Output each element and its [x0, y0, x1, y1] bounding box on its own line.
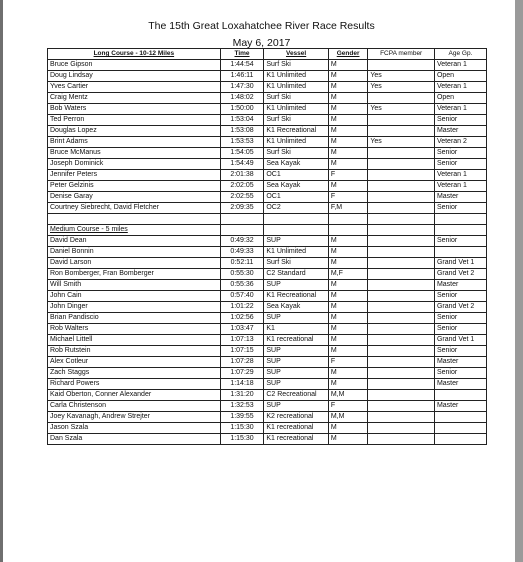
age-group: Senior	[434, 291, 486, 302]
age-group: Master	[434, 126, 486, 137]
racer-name: John Cain	[48, 291, 221, 302]
table-row	[48, 280, 487, 291]
gender: M	[328, 324, 368, 335]
race-time: 0:57:40	[220, 291, 264, 302]
race-time: 1:01:22	[220, 302, 264, 313]
race-time: 2:01:38	[220, 170, 264, 181]
race-time: 1:32:53	[220, 401, 264, 412]
vessel-type: SUP	[264, 313, 328, 324]
table-row	[48, 247, 487, 258]
race-time: 0:49:33	[220, 247, 264, 258]
table-row	[48, 93, 487, 104]
vessel-type: K1 Unlimited	[264, 82, 328, 93]
race-time: 1:54:49	[220, 159, 264, 170]
gender: M,M	[328, 412, 368, 423]
vessel-type: K1 recreational	[264, 434, 328, 445]
fcpa-member	[368, 236, 435, 247]
racer-name: Richard Powers	[48, 379, 221, 390]
header-gender: Gender	[328, 49, 368, 60]
gender: M	[328, 291, 368, 302]
age-group: Master	[434, 357, 486, 368]
fcpa-member: Yes	[368, 137, 435, 148]
table-row	[48, 335, 487, 346]
vessel-type: OC1	[264, 192, 328, 203]
racer-name: David Larson	[48, 258, 221, 269]
table-row	[48, 181, 487, 192]
fcpa-member	[368, 302, 435, 313]
header-vessel: Vessel	[264, 49, 328, 60]
vessel-type: K1 Recreational	[264, 291, 328, 302]
table-row	[48, 302, 487, 313]
long-course-rows	[48, 60, 487, 214]
age-group: Senior	[434, 368, 486, 379]
gender: M	[328, 302, 368, 313]
racer-name: Brint Adams	[48, 137, 221, 148]
table-row	[48, 269, 487, 280]
race-time: 1:15:30	[220, 423, 264, 434]
age-group: Senior	[434, 115, 486, 126]
gender: F	[328, 357, 368, 368]
gender: M	[328, 236, 368, 247]
vessel-type: K1 recreational	[264, 423, 328, 434]
racer-name: Peter Gelzinis	[48, 181, 221, 192]
age-group: Master	[434, 401, 486, 412]
race-time: 0:55:36	[220, 280, 264, 291]
racer-name: Rob Rutstein	[48, 346, 221, 357]
gender: M	[328, 126, 368, 137]
section-break	[48, 214, 487, 236]
vessel-type: K1	[264, 324, 328, 335]
header-row	[48, 49, 487, 60]
vessel-type: K1 Unlimited	[264, 137, 328, 148]
fcpa-member	[368, 247, 435, 258]
racer-name: Daniel Bonnin	[48, 247, 221, 258]
race-time: 0:49:32	[220, 236, 264, 247]
vessel-type: Surf Ski	[264, 115, 328, 126]
viewer-right-edge	[515, 0, 523, 562]
racer-name: Joey Kavanagh, Andrew Strejter	[48, 412, 221, 423]
vessel-type: SUP	[264, 368, 328, 379]
age-group: Senior	[434, 324, 486, 335]
age-group: Master	[434, 280, 486, 291]
vessel-type: SUP	[264, 236, 328, 247]
gender: M	[328, 368, 368, 379]
racer-name: Bruce Gipson	[48, 60, 221, 71]
racer-name: Courtney Siebrecht, David Fletcher	[48, 203, 221, 214]
table-row	[48, 401, 487, 412]
age-group: Open	[434, 93, 486, 104]
racer-name: Rob Walters	[48, 324, 221, 335]
viewer-left-edge	[0, 0, 3, 562]
vessel-type: K2 recreational	[264, 412, 328, 423]
racer-name: Yves Cartier	[48, 82, 221, 93]
gender: M,M	[328, 390, 368, 401]
blank-row	[48, 214, 487, 225]
race-time: 1:03:47	[220, 324, 264, 335]
age-group: Veteran 1	[434, 104, 486, 115]
fcpa-member	[368, 335, 435, 346]
age-group	[434, 423, 486, 434]
vessel-type: K1 Unlimited	[264, 71, 328, 82]
table-row	[48, 148, 487, 159]
vessel-type: K1 Unlimited	[264, 104, 328, 115]
header-long-course: Long Course - 10-12 Miles	[48, 49, 221, 60]
fcpa-member	[368, 170, 435, 181]
race-time: 1:50:00	[220, 104, 264, 115]
fcpa-member: Yes	[368, 82, 435, 93]
age-group: Grand Vet 1	[434, 335, 486, 346]
race-time: 1:54:05	[220, 148, 264, 159]
racer-name: Ted Perron	[48, 115, 221, 126]
table-row	[48, 170, 487, 181]
age-group: Open	[434, 71, 486, 82]
vessel-type: SUP	[264, 401, 328, 412]
table-row	[48, 104, 487, 115]
table-row	[48, 379, 487, 390]
racer-name: Bob Waters	[48, 104, 221, 115]
vessel-type: C2 Recreational	[264, 390, 328, 401]
age-group: Senior	[434, 236, 486, 247]
racer-name: John Dinger	[48, 302, 221, 313]
gender: F,M	[328, 203, 368, 214]
racer-name: Zach Staggs	[48, 368, 221, 379]
racer-name: David Dean	[48, 236, 221, 247]
racer-name: Michael Littell	[48, 335, 221, 346]
results-table	[47, 48, 487, 445]
race-time: 1:07:15	[220, 346, 264, 357]
gender: M,F	[328, 269, 368, 280]
racer-name: Jennifer Peters	[48, 170, 221, 181]
fcpa-member	[368, 434, 435, 445]
fcpa-member	[368, 324, 435, 335]
racer-name: Joseph Dominick	[48, 159, 221, 170]
age-group: Grand Vet 2	[434, 302, 486, 313]
racer-name: Douglas Lopez	[48, 126, 221, 137]
vessel-type: OC1	[264, 170, 328, 181]
gender: M	[328, 82, 368, 93]
racer-name: Dan Szala	[48, 434, 221, 445]
vessel-type: Surf Ski	[264, 93, 328, 104]
gender: M	[328, 434, 368, 445]
table-row	[48, 390, 487, 401]
table-row	[48, 357, 487, 368]
table-row	[48, 192, 487, 203]
vessel-type: Sea Kayak	[264, 181, 328, 192]
age-group: Senior	[434, 148, 486, 159]
age-group: Veteran 1	[434, 82, 486, 93]
age-group: Veteran 2	[434, 137, 486, 148]
racer-name: Craig Mentz	[48, 93, 221, 104]
document-date: May 6, 2017	[232, 37, 291, 49]
vessel-type: Sea Kayak	[264, 159, 328, 170]
age-group: Grand Vet 2	[434, 269, 486, 280]
gender: F	[328, 401, 368, 412]
race-time: 0:55:30	[220, 269, 264, 280]
fcpa-member	[368, 412, 435, 423]
gender: M	[328, 181, 368, 192]
race-time: 1:02:56	[220, 313, 264, 324]
age-group: Grand Vet 1	[434, 258, 486, 269]
vessel-type: K1 recreational	[264, 335, 328, 346]
race-time: 1:53:04	[220, 115, 264, 126]
gender: M	[328, 148, 368, 159]
gender: M	[328, 313, 368, 324]
header-time: Time	[220, 49, 264, 60]
vessel-type: SUP	[264, 379, 328, 390]
age-group	[434, 247, 486, 258]
racer-name: Ron Bomberger, Fran Bomberger	[48, 269, 221, 280]
fcpa-member	[368, 126, 435, 137]
fcpa-member	[368, 93, 435, 104]
fcpa-member	[368, 258, 435, 269]
race-time: 1:53:53	[220, 137, 264, 148]
fcpa-member	[368, 379, 435, 390]
table-row	[48, 126, 487, 137]
fcpa-member	[368, 159, 435, 170]
vessel-type: Surf Ski	[264, 148, 328, 159]
race-time: 1:14:18	[220, 379, 264, 390]
racer-name: Carla Christenson	[48, 401, 221, 412]
fcpa-member	[368, 280, 435, 291]
race-time: 1:07:29	[220, 368, 264, 379]
gender: M	[328, 71, 368, 82]
table-row	[48, 258, 487, 269]
fcpa-member	[368, 346, 435, 357]
table-row	[48, 412, 487, 423]
gender: F	[328, 192, 368, 203]
fcpa-member	[368, 313, 435, 324]
fcpa-member	[368, 368, 435, 379]
age-group: Senior	[434, 159, 486, 170]
race-time: 1:39:55	[220, 412, 264, 423]
vessel-type: SUP	[264, 280, 328, 291]
table-row	[48, 159, 487, 170]
vessel-type: Surf Ski	[264, 60, 328, 71]
gender: M	[328, 258, 368, 269]
medium-course-rows	[48, 236, 487, 445]
table-row	[48, 324, 487, 335]
race-time: 0:52:11	[220, 258, 264, 269]
header-fcpa: FCPA member	[368, 49, 435, 60]
table-row	[48, 423, 487, 434]
age-group: Master	[434, 379, 486, 390]
table-row	[48, 346, 487, 357]
race-time: 1:31:20	[220, 390, 264, 401]
gender: M	[328, 280, 368, 291]
table-row	[48, 236, 487, 247]
gender: M	[328, 159, 368, 170]
vessel-type: K1 Unlimited	[264, 247, 328, 258]
race-time: 1:07:28	[220, 357, 264, 368]
race-time: 1:07:13	[220, 335, 264, 346]
gender: M	[328, 423, 368, 434]
fcpa-member	[368, 423, 435, 434]
racer-name: Kaid Oberton, Conner Alexander	[48, 390, 221, 401]
gender: M	[328, 379, 368, 390]
fcpa-member	[368, 401, 435, 412]
fcpa-member	[368, 148, 435, 159]
header-age: Age Gp.	[434, 49, 486, 60]
table-row	[48, 137, 487, 148]
race-time: 1:15:30	[220, 434, 264, 445]
gender: M	[328, 247, 368, 258]
age-group: Senior	[434, 203, 486, 214]
fcpa-member	[368, 390, 435, 401]
gender: M	[328, 104, 368, 115]
age-group	[434, 390, 486, 401]
fcpa-member	[368, 60, 435, 71]
race-time: 2:09:35	[220, 203, 264, 214]
table-row	[48, 203, 487, 214]
age-group: Master	[434, 192, 486, 203]
gender: F	[328, 170, 368, 181]
age-group: Veteran 1	[434, 170, 486, 181]
age-group	[434, 412, 486, 423]
race-time: 1:48:02	[220, 93, 264, 104]
fcpa-member	[368, 115, 435, 126]
vessel-type: SUP	[264, 346, 328, 357]
race-time: 2:02:55	[220, 192, 264, 203]
racer-name: Doug Lindsay	[48, 71, 221, 82]
gender: M	[328, 115, 368, 126]
gender: M	[328, 335, 368, 346]
race-time: 1:53:08	[220, 126, 264, 137]
vessel-type: SUP	[264, 357, 328, 368]
gender: M	[328, 93, 368, 104]
gender: M	[328, 60, 368, 71]
vessel-type: OC2	[264, 203, 328, 214]
gender: M	[328, 346, 368, 357]
gender: M	[328, 137, 368, 148]
race-time: 2:02:05	[220, 181, 264, 192]
race-time: 1:47:30	[220, 82, 264, 93]
racer-name: Alex Cotleur	[48, 357, 221, 368]
table-row	[48, 82, 487, 93]
fcpa-member	[368, 291, 435, 302]
race-time: 1:46:11	[220, 71, 264, 82]
table-row	[48, 291, 487, 302]
medium-course-label: Medium Course - 5 miles	[48, 225, 221, 236]
racer-name: Bruce McManus	[48, 148, 221, 159]
table-row	[48, 71, 487, 82]
fcpa-member	[368, 357, 435, 368]
fcpa-member: Yes	[368, 104, 435, 115]
table-row	[48, 368, 487, 379]
vessel-type: C2 Standard	[264, 269, 328, 280]
fcpa-member	[368, 203, 435, 214]
age-group: Veteran 1	[434, 60, 486, 71]
vessel-type: Sea Kayak	[264, 302, 328, 313]
age-group: Veteran 1	[434, 181, 486, 192]
document-title: The 15th Great Loxahatchee River Race Results	[148, 20, 375, 32]
race-time: 1:44:54	[220, 60, 264, 71]
racer-name: Will Smith	[48, 280, 221, 291]
fcpa-member	[368, 192, 435, 203]
medium-course-header-row	[48, 225, 487, 236]
racer-name: Brian Pandiscio	[48, 313, 221, 324]
table-row	[48, 60, 487, 71]
age-group: Senior	[434, 313, 486, 324]
age-group	[434, 434, 486, 445]
age-group: Senior	[434, 346, 486, 357]
fcpa-member: Yes	[368, 71, 435, 82]
racer-name: Denise Garay	[48, 192, 221, 203]
fcpa-member	[368, 269, 435, 280]
fcpa-member	[368, 181, 435, 192]
table-row	[48, 313, 487, 324]
table-row	[48, 115, 487, 126]
racer-name: Jason Szala	[48, 423, 221, 434]
vessel-type: K1 Recreational	[264, 126, 328, 137]
table-row	[48, 434, 487, 445]
vessel-type: Surf Ski	[264, 258, 328, 269]
